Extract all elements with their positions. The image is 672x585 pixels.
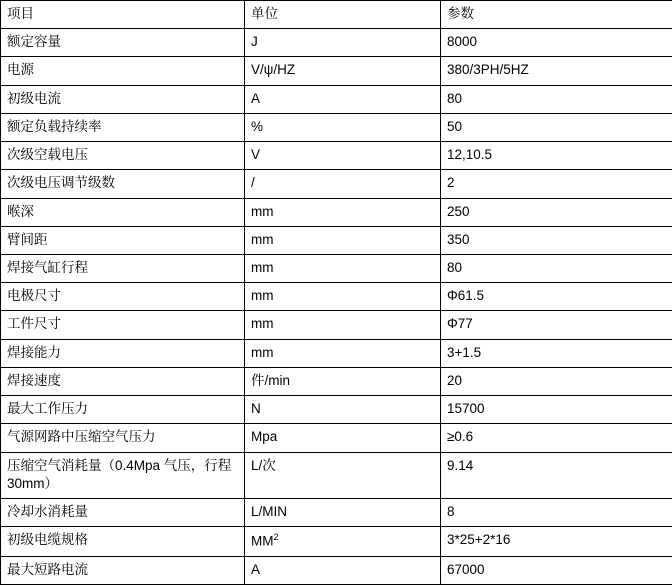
cell-item: 额定容量	[1, 29, 245, 57]
cell-unit: V	[245, 142, 441, 170]
cell-param: 80	[441, 254, 672, 282]
table-row	[1, 170, 672, 198]
table-row	[1, 498, 672, 526]
cell-item: 电源	[1, 57, 245, 85]
table-row	[1, 311, 672, 339]
cell-unit: mm	[245, 283, 441, 311]
cell-unit: mm	[245, 226, 441, 254]
column-header-unit: 单位	[245, 1, 441, 29]
cell-unit: V/ψ/HZ	[245, 57, 441, 85]
cell-item: 臂间距	[1, 226, 245, 254]
cell-unit: mm	[245, 339, 441, 367]
cell-item: 最大工作压力	[1, 396, 245, 424]
cell-unit: A	[245, 556, 441, 584]
table-row	[1, 396, 672, 424]
cell-unit: Mpa	[245, 424, 441, 452]
cell-param: Φ61.5	[441, 283, 672, 311]
cell-unit-superscript: 2	[274, 532, 279, 542]
cell-param: 80	[441, 85, 672, 113]
cell-unit: 件/min	[245, 367, 441, 395]
cell-param: 9.14	[441, 452, 672, 498]
cell-unit: %	[245, 113, 441, 141]
cell-item: 焊接速度	[1, 367, 245, 395]
cell-param: 15700	[441, 396, 672, 424]
cell-item: 喉深	[1, 198, 245, 226]
cell-item: 焊接能力	[1, 339, 245, 367]
cell-unit: mm	[245, 311, 441, 339]
table-header-row	[1, 1, 672, 29]
cell-unit: L/次	[245, 452, 441, 498]
table-row	[1, 113, 672, 141]
cell-param: 50	[441, 113, 672, 141]
cell-param: 250	[441, 198, 672, 226]
cell-param: ≥0.6	[441, 424, 672, 452]
cell-unit: mm	[245, 254, 441, 282]
cell-item: 初级电流	[1, 85, 245, 113]
cell-item: 气源网路中压缩空气压力	[1, 424, 245, 452]
table-row	[1, 452, 672, 498]
table-row	[1, 556, 672, 584]
cell-unit	[245, 527, 441, 557]
table-row	[1, 283, 672, 311]
cell-unit: A	[245, 85, 441, 113]
table-row	[1, 226, 672, 254]
column-header-param: 参数	[441, 1, 672, 29]
cell-param: 3*25+2*16	[441, 527, 672, 557]
column-header-item: 项目	[1, 1, 245, 29]
cell-unit: L/MIN	[245, 498, 441, 526]
table-row	[1, 424, 672, 452]
table-row	[1, 85, 672, 113]
cell-item: 次级电压调节级数	[1, 170, 245, 198]
cell-item: 压缩空气消耗量（0.4Mpa 气压，行程 30mm）	[1, 452, 245, 498]
cell-item: 最大短路电流	[1, 556, 245, 584]
cell-item: 初级电缆规格	[1, 527, 245, 557]
table-row	[1, 198, 672, 226]
cell-unit-text: MM	[251, 534, 274, 549]
table-row	[1, 142, 672, 170]
cell-unit: J	[245, 29, 441, 57]
table-row	[1, 339, 672, 367]
cell-param: 350	[441, 226, 672, 254]
cell-param: 67000	[441, 556, 672, 584]
cell-item: 焊接气缸行程	[1, 254, 245, 282]
cell-param: 2	[441, 170, 672, 198]
cell-item: 额定负载持续率	[1, 113, 245, 141]
cell-param: 12,10.5	[441, 142, 672, 170]
cell-item: 次级空载电压	[1, 142, 245, 170]
cell-param: 20	[441, 367, 672, 395]
table-row	[1, 367, 672, 395]
table-row	[1, 254, 672, 282]
table-row	[1, 57, 672, 85]
cell-param: 380/3PH/5HZ	[441, 57, 672, 85]
cell-param: 3+1.5	[441, 339, 672, 367]
cell-item: 冷却水消耗量	[1, 498, 245, 526]
cell-unit: N	[245, 396, 441, 424]
cell-param: 8	[441, 498, 672, 526]
cell-param: 8000	[441, 29, 672, 57]
cell-item: 工件尺寸	[1, 311, 245, 339]
cell-param: Φ77	[441, 311, 672, 339]
cell-item: 电极尺寸	[1, 283, 245, 311]
cell-unit: mm	[245, 198, 441, 226]
table-row	[1, 527, 672, 557]
cell-unit: /	[245, 170, 441, 198]
table-row	[1, 29, 672, 57]
